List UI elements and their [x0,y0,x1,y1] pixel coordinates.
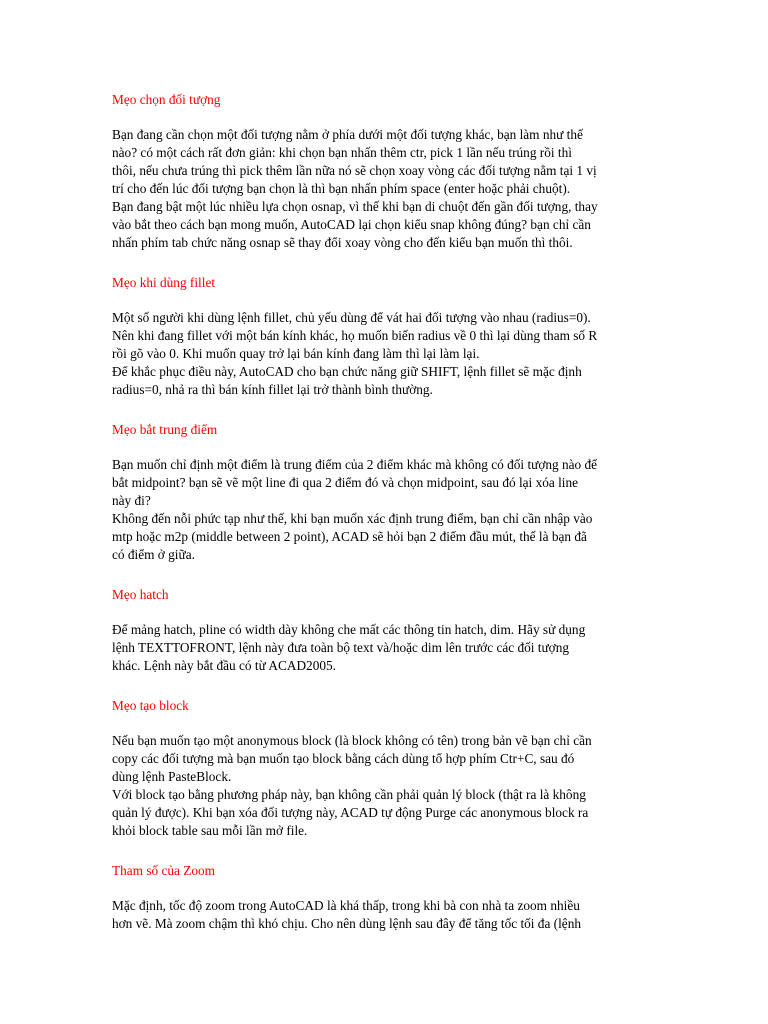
section-heading: Mẹo tạo block [112,698,189,713]
body-line: Để mảng hatch, pline có width dày không che mất các thông tin hatch, dim. Hãy sử dụng [112,622,586,637]
body-line: Mặc định, tốc độ zoom trong AutoCAD là khá thấp, trong khi bà con nhà ta zoom nhiều [112,898,580,913]
section-body [112,456,660,564]
body-line: nào? có một cách rất đơn giản: khi chọn bạn nhấn thêm ctr, pick 1 lần nếu trúng rồi thì [112,145,572,160]
body-line: Để khắc phục điều này, AutoCAD cho bạn chức năng giữ SHIFT, lệnh fillet sẽ mặc định [112,364,582,379]
body-line: mtp hoặc m2p (middle between 2 point), ACAD sẽ hỏi bạn 2 điểm đầu mút, thế là bạn đã [112,529,587,544]
body-line: khác. Lệnh này bắt đầu có từ ACAD2005. [112,658,336,673]
body-line: có điểm ở giữa. [112,547,195,562]
tip-section [112,583,660,675]
body-line: Không đến nỗi phức tạp như thế, khi bạn muốn xác định trung điểm, bạn chỉ cần nhập vào [112,511,593,526]
body-line: nhấn phím tab chức năng osnap sẽ thay đổi xoay vòng cho đến kiểu bạn muốn thì thôi. [112,235,573,250]
body-line: Một số người khi dùng lệnh fillet, chủ yếu dùng để vát hai đối tượng vào nhau (radius=0). [112,310,591,325]
body-line: quản lý được). Khi bạn xóa đối tượng này, ACAD tự động Purge các anonymous block ra [112,805,589,820]
tip-section [112,88,660,252]
section-body [112,897,660,933]
body-line: Bạn đang cần chọn một đối tượng nằm ở phía dưới một đối tượng khác, bạn làm như thế [112,127,583,142]
body-line: Nếu bạn muốn tạo một anonymous block (là block không có tên) trong bản vẽ bạn chỉ cần [112,733,592,748]
body-line: Bạn đang bật một lúc nhiều lựa chọn osnap, vì thế khi bạn di chuột đến gần đối tượng, thay [112,199,598,214]
section-heading: Mẹo bắt trung điểm [112,422,218,437]
tip-section [112,271,660,399]
body-line: radius=0, nhả ra thì bán kính fillet lại trở thành bình thường. [112,382,433,397]
body-line: thôi, nếu chưa trúng thì pick thêm lần nữa nó sẽ chọn xoay vòng các đối tượng nằm tại 1 vị [112,163,597,178]
section-heading: Mẹo chọn đối tượng [112,92,221,107]
body-line: bắt midpoint? bạn sẽ vẽ một line đi qua 2 điểm đó và chọn midpoint, sau đó lại xóa line [112,475,579,490]
section-body [112,621,660,675]
section-heading: Mẹo hatch [112,587,169,602]
tip-section [112,418,660,564]
body-line: dùng lệnh PasteBlock. [112,769,232,784]
document-page [112,88,660,952]
section-body [112,126,660,252]
body-line: Với block tạo bằng phương pháp này, bạn không cần phải quản lý block (thật ra là không [112,787,586,802]
tip-section [112,859,660,933]
section-body [112,732,660,840]
tip-section [112,694,660,840]
body-line: khỏi block table sau mỗi lần mở file. [112,823,308,838]
body-line: vào bắt theo cách bạn mong muốn, AutoCAD lại chọn kiểu snap không đúng? bạn chỉ cần [112,217,591,232]
body-line: trí cho đến lúc đối tượng bạn chọn là thì bạn nhấn phím space (enter hoặc phải chuột). [112,181,571,196]
section-heading: Mẹo khi dùng fillet [112,275,216,290]
section-body [112,309,660,399]
section-heading: Tham số của Zoom [112,863,216,878]
body-line: Nên khi đang fillet với một bán kính khác, họ muốn biến radius về 0 thì lại dùng tham số R [112,328,598,343]
body-line: này đi? [112,493,151,508]
body-line: copy các đối tượng mà bạn muốn tạo block bằng cách dùng tổ hợp phím Ctr+C, sau đó [112,751,575,766]
body-line: lệnh TEXTTOFRONT, lệnh này đưa toàn bộ text và/hoặc dim lên trước các đối tượng [112,640,570,655]
body-line: hơn vẽ. Mà zoom chậm thì khó chịu. Cho nên dùng lệnh sau đây để tăng tốc tối đa (lệnh [112,916,581,931]
body-line: rồi gõ vào 0. Khi muốn quay trở lại bán kính đang làm thì lại làm lại. [112,346,480,361]
body-line: Bạn muốn chỉ định một điểm là trung điểm của 2 điểm khác mà không có đối tượng nào để [112,457,598,472]
